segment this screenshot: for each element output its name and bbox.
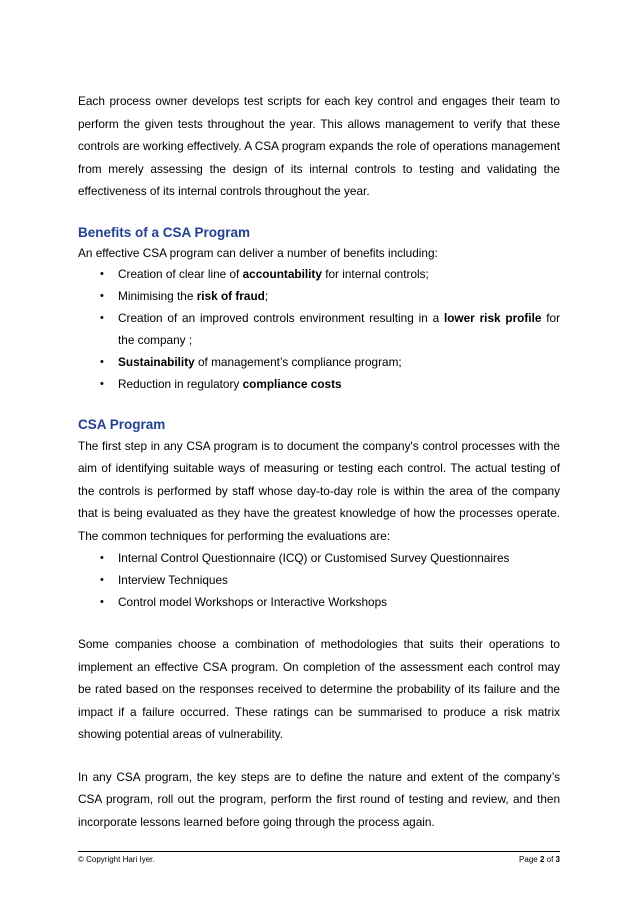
csa-program-heading: CSA Program [78,416,166,432]
bullet-icon: • [100,574,104,586]
list-item: • Sustainability of management’s compliance program; [78,351,560,373]
list-item: • Creation of clear line of accountability for internal controls; [78,263,560,285]
benefits-lead: An effective CSA program can deliver a number of benefits including: [78,245,438,260]
page-content [78,90,560,833]
list-item: • Creation of an improved controls environment resulting in a lower risk profile for the company ; [78,307,560,351]
page-number: Page 2 of 3 [519,855,560,864]
csa-paragraph-1: The first step in any CSA program is to document the company's control processes with the aim of identifying suitable ways of measuring or testing each control. The actual testing of the controls is performed by staff whose day-to-day role is within the area of the company that is being evaluated as they have the greatest knowledge of how the processes operate. The common techniques for performing the evaluations are: [78,438,560,543]
csa-paragraph-3: In any CSA program, the key steps are to define the nature and extent of the company’s CSA program, roll out the program, perform the first round of testing and review, and then incorporate lessons learned before going through the process again. [78,769,560,829]
page-footer [78,851,560,865]
list-item: • Internal Control Questionnaire (ICQ) or Customised Survey Questionnaires [78,547,560,569]
benefits-list [78,263,560,395]
copyright-text: © Copyright Hari Iyer. [78,855,155,864]
benefits-heading: Benefits of a CSA Program [78,224,251,240]
bullet-icon: • [100,377,104,390]
csa-paragraph-2: Some companies choose a combination of methodologies that suits their operations to implement an effective CSA program. On completion of the assessment each control may be rated based on the responses received to determine the probability of its failure and the impact if a failure occurred. These ratings can be summarised to produce a risk matrix showing potential areas of vulnerability. [78,637,560,741]
bullet-icon: • [100,552,104,564]
bullet-icon: • [100,267,104,280]
bullet-icon: • [100,355,104,368]
intro-paragraph: Each process owner develops test scripts for each key control and engages their team to perform the given tests throughout the year. This allows management to verify that these controls are working effectively. A CSA program expands the role of operations management from merely assessing the design of its internal controls to testing and validating the effectiveness of its internal controls throughout the year. [78,94,560,198]
techniques-list [78,547,560,613]
bullet-icon: • [100,289,104,302]
bullet-icon: • [100,311,104,324]
list-item: • Interview Techniques [78,569,560,591]
list-item: • Control model Workshops or Interactive Workshops [78,591,560,613]
list-item: • Reduction in regulatory compliance costs [78,373,560,395]
list-item: • Minimising the risk of fraud; [78,285,560,307]
bullet-icon: • [100,596,104,608]
